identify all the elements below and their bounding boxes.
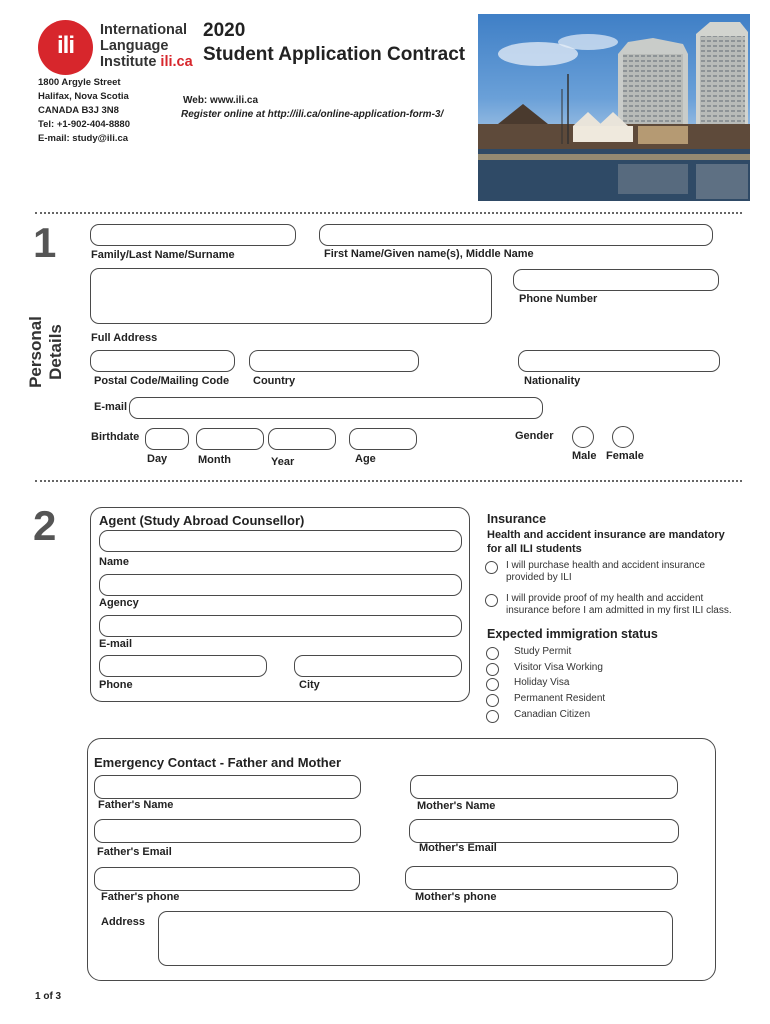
section-divider [35, 480, 742, 482]
mother-phone-input[interactable] [405, 866, 678, 890]
phone-input[interactable] [513, 269, 719, 291]
immigration-option[interactable] [486, 662, 603, 676]
insurance-purchase-radio[interactable] [485, 561, 498, 574]
father-name-label: Father's Name [98, 799, 174, 811]
father-name-input[interactable] [94, 775, 361, 799]
father-email-label: Father's Email [97, 846, 172, 858]
agent-phone-label: Phone [99, 679, 133, 691]
insurance-purchase-label: I will purchase health and accident insurance provided by ILI [506, 560, 706, 583]
logo [38, 20, 198, 75]
immigration-radio[interactable] [486, 663, 499, 676]
birth-year-input[interactable] [268, 428, 336, 450]
immigration-option[interactable] [486, 677, 569, 691]
email-input[interactable] [129, 397, 543, 419]
emergency-title: Emergency Contact - Father and Mother [94, 755, 342, 770]
mother-name-input[interactable] [410, 775, 678, 799]
agent-email-input[interactable] [99, 615, 462, 637]
mother-email-input[interactable] [409, 819, 679, 843]
nationality-label: Nationality [524, 375, 581, 387]
father-phone-label: Father's phone [101, 891, 180, 903]
insurance-proof-label: I will provide proof of my health and accident insurance before I am admitted in my first ILI class. [506, 593, 732, 616]
logo-text: International Language Institute ili.ca [100, 22, 193, 70]
insurance-option-proof[interactable] [485, 593, 735, 617]
agent-city-input[interactable] [294, 655, 462, 677]
father-phone-input[interactable] [94, 867, 360, 891]
address-block: 1800 Argyle Street Halifax, Nova Scotia CANADA B3J 3N8 Tel: +1-902-404-8880 E-mail: study@ili.ca [38, 77, 130, 144]
nationality-input[interactable] [518, 350, 720, 372]
immigration-radio[interactable] [486, 647, 499, 660]
country-input[interactable] [249, 350, 419, 372]
gender-female-label: Female [606, 450, 644, 462]
birth-month-label: Month [198, 454, 231, 466]
section-1-side-title: Personal Details [26, 316, 65, 388]
immigration-option-label: Holiday Visa [514, 677, 570, 688]
agent-name-label: Name [99, 556, 129, 568]
register-link[interactable]: Register online at http://ili.ca/online-application-form-3/ [181, 109, 444, 120]
address-input[interactable] [90, 268, 492, 324]
first-name-label: First Name/Given name(s), Middle Name [324, 248, 534, 260]
mother-email-label: Mother's Email [419, 842, 497, 854]
birthdate-label: Birthdate [91, 431, 140, 443]
immigration-radio[interactable] [486, 678, 499, 691]
harbour-skyline-image [478, 14, 750, 201]
immigration-option-label: Permanent Resident [514, 693, 606, 704]
agent-agency-input[interactable] [99, 574, 462, 596]
agent-email-label: E-mail [99, 638, 133, 650]
age-input[interactable] [349, 428, 417, 450]
first-name-input[interactable] [319, 224, 713, 246]
immigration-option[interactable] [486, 646, 571, 660]
agent-agency-label: Agency [99, 597, 139, 609]
age-label: Age [355, 453, 376, 465]
emergency-address-input[interactable] [158, 911, 673, 966]
logo-mark: ili [38, 20, 93, 75]
gender-female-radio[interactable] [612, 426, 634, 448]
father-email-input[interactable] [94, 819, 361, 843]
doc-title: Student Application Contract [203, 44, 466, 65]
immigration-title: Expected immigration status [487, 627, 658, 641]
country-label: Country [253, 375, 296, 387]
immigration-option-label: Visitor Visa Working [514, 662, 603, 673]
mother-phone-label: Mother's phone [415, 891, 497, 903]
family-name-input[interactable] [90, 224, 296, 246]
gender-male-radio[interactable] [572, 426, 594, 448]
agent-name-input[interactable] [99, 530, 462, 552]
postal-code-label: Postal Code/Mailing Code [94, 375, 230, 387]
gender-label: Gender [515, 430, 554, 442]
agent-phone-input[interactable] [99, 655, 267, 677]
section-1-number: 1 [33, 219, 57, 266]
doc-year: 2020 [203, 20, 246, 41]
phone-label: Phone Number [519, 293, 598, 305]
insurance-title: Insurance [487, 512, 547, 526]
postal-code-input[interactable] [90, 350, 235, 372]
immigration-option-label: Study Permit [514, 646, 572, 657]
web-link[interactable]: Web: www.ili.ca [183, 95, 259, 106]
insurance-proof-radio[interactable] [485, 594, 498, 607]
address-label: Full Address [91, 332, 158, 344]
immigration-option-label: Canadian Citizen [514, 709, 591, 720]
page-number: 1 of 3 [35, 991, 62, 1002]
birth-day-label: Day [147, 453, 168, 465]
email-label: E-mail [94, 401, 128, 413]
mother-name-label: Mother's Name [417, 800, 496, 812]
birth-month-input[interactable] [196, 428, 264, 450]
halifax-photo [478, 14, 750, 201]
birth-day-input[interactable] [145, 428, 189, 450]
insurance-option-purchase[interactable] [485, 560, 735, 584]
immigration-option[interactable] [486, 693, 605, 707]
emergency-address-label: Address [101, 916, 146, 928]
section-divider [35, 212, 742, 214]
section-2-number: 2 [33, 502, 57, 549]
insurance-note: Health and accident insurance are mandatory for all ILI students [487, 529, 725, 555]
agent-city-label: City [299, 679, 320, 691]
immigration-radio[interactable] [486, 710, 499, 723]
agent-title: Agent (Study Abroad Counsellor) [99, 513, 305, 528]
birth-year-label: Year [271, 456, 295, 468]
family-name-label: Family/Last Name/Surname [91, 249, 235, 261]
immigration-radio[interactable] [486, 694, 499, 707]
gender-male-label: Male [572, 450, 597, 462]
immigration-option[interactable] [486, 709, 590, 723]
